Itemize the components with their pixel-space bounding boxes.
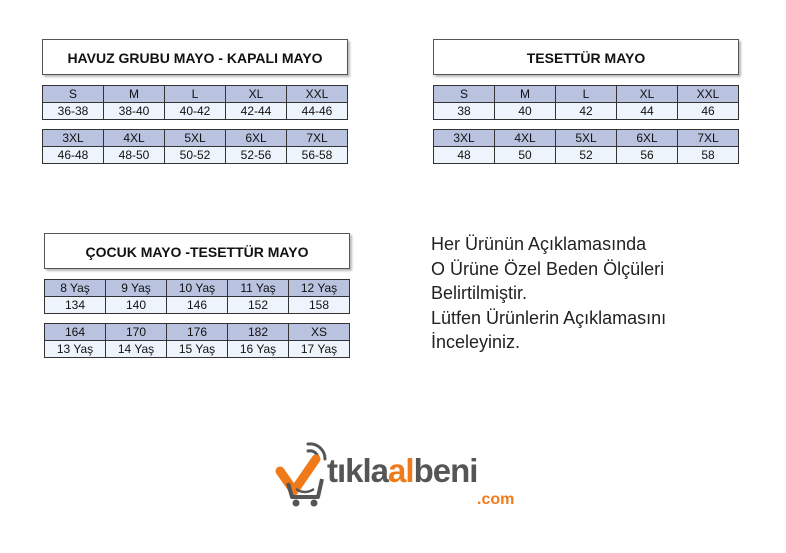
size-header: M	[495, 86, 556, 103]
info-note	[431, 232, 666, 355]
table-row	[45, 297, 350, 314]
size-value: 140	[106, 297, 167, 314]
size-value: 44-46	[287, 103, 348, 120]
size-value: 38-40	[104, 103, 165, 120]
size-value: 58	[678, 147, 739, 164]
note-line: Her Ürünün Açıklamasında	[431, 234, 647, 254]
size-value: 42-44	[226, 103, 287, 120]
table-row	[43, 86, 348, 103]
size-header: 6XL	[617, 130, 678, 147]
note-line: O Ürüne Özel Beden Ölçüleri	[431, 258, 665, 279]
size-value: 17 Yaş	[289, 341, 350, 358]
logo-part-tikla: tıkla	[327, 452, 389, 489]
table-row	[45, 324, 350, 341]
size-header: 8 Yaş	[45, 280, 106, 297]
size-header: L	[165, 86, 226, 103]
size-grid-1	[44, 279, 350, 314]
size-header: XXL	[287, 86, 348, 103]
size-value: 48	[434, 147, 495, 164]
size-grid-2	[44, 323, 350, 358]
size-header: 7XL	[678, 130, 739, 147]
brand-logo	[274, 437, 524, 517]
table-row	[434, 130, 739, 147]
table-row	[45, 341, 350, 358]
size-header: 5XL	[165, 130, 226, 147]
size-header: 11 Yaş	[228, 280, 289, 297]
size-header: 12 Yaş	[289, 280, 350, 297]
size-value: 134	[45, 297, 106, 314]
note-line: Lütfen Ürünlerin Açıklamasını	[431, 307, 667, 328]
size-value: 14 Yaş	[106, 341, 167, 358]
size-header: 4XL	[104, 130, 165, 147]
size-table-havuz	[42, 39, 348, 164]
size-header: S	[43, 86, 104, 103]
table-title: HAVUZ GRUBU MAYO - KAPALI MAYO	[42, 39, 348, 75]
table-row	[43, 147, 348, 164]
size-header: 176	[167, 324, 228, 341]
size-header: 4XL	[495, 130, 556, 147]
table-row	[43, 103, 348, 120]
size-header: 170	[106, 324, 167, 341]
size-header: XL	[617, 86, 678, 103]
size-header: 182	[228, 324, 289, 341]
size-value: 52	[556, 147, 617, 164]
size-header: XS	[289, 324, 350, 341]
size-header: M	[104, 86, 165, 103]
size-value: 50	[495, 147, 556, 164]
table-title: ÇOCUK MAYO -TESETTÜR MAYO	[44, 233, 350, 269]
table-row	[45, 280, 350, 297]
size-value: 40-42	[165, 103, 226, 120]
table-row	[434, 147, 739, 164]
size-value: 152	[228, 297, 289, 314]
size-grid-1	[42, 85, 348, 120]
size-value: 16 Yaş	[228, 341, 289, 358]
cart-check-icon	[274, 439, 330, 509]
size-value: 56-58	[287, 147, 348, 164]
size-header: XXL	[678, 86, 739, 103]
note-line: İnceleyiniz.	[431, 332, 521, 352]
size-header: 10 Yaş	[167, 280, 228, 297]
note-line: Belirtilmiştir.	[431, 283, 528, 303]
size-header: 164	[45, 324, 106, 341]
size-grid-2	[433, 129, 739, 164]
size-header: L	[556, 86, 617, 103]
table-row	[434, 103, 739, 120]
size-header: S	[434, 86, 495, 103]
size-value: 13 Yaş	[45, 341, 106, 358]
size-grid-2	[42, 129, 348, 164]
size-header: 6XL	[226, 130, 287, 147]
logo-domain-suffix: .com	[477, 491, 515, 508]
table-row	[434, 86, 739, 103]
size-table-tesettur	[433, 39, 739, 164]
table-title: TESETTÜR MAYO	[433, 39, 739, 75]
size-value: 50-52	[165, 147, 226, 164]
size-value: 46	[678, 103, 739, 120]
logo-part-al: al	[388, 452, 414, 489]
size-value: 52-56	[226, 147, 287, 164]
size-header: XL	[226, 86, 287, 103]
size-header: 3XL	[434, 130, 495, 147]
size-value: 46-48	[43, 147, 104, 164]
size-value: 36-38	[43, 103, 104, 120]
size-value: 15 Yaş	[167, 341, 228, 358]
size-header: 5XL	[556, 130, 617, 147]
size-value: 158	[289, 297, 350, 314]
logo-part-beni: beni	[413, 452, 478, 489]
size-header: 7XL	[287, 130, 348, 147]
size-value: 146	[167, 297, 228, 314]
size-value: 38	[434, 103, 495, 120]
size-table-cocuk	[44, 233, 350, 358]
size-header: 3XL	[43, 130, 104, 147]
size-value: 40	[495, 103, 556, 120]
size-value: 42	[556, 103, 617, 120]
table-row	[43, 130, 348, 147]
size-value: 56	[617, 147, 678, 164]
size-header: 9 Yaş	[106, 280, 167, 297]
size-grid-1	[433, 85, 739, 120]
size-value: 48-50	[104, 147, 165, 164]
logo-wordmark	[327, 451, 477, 491]
size-value: 44	[617, 103, 678, 120]
